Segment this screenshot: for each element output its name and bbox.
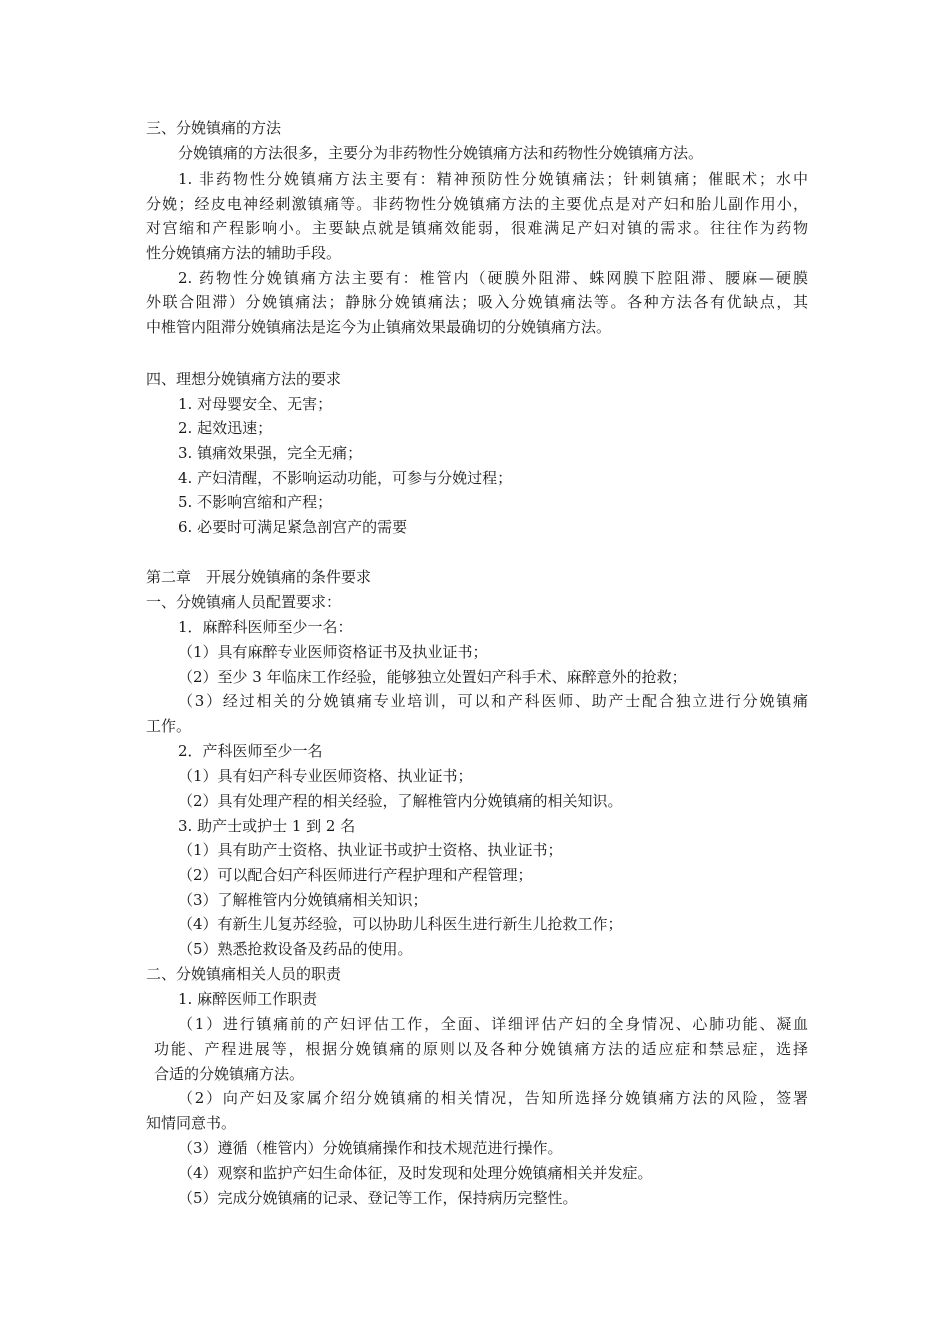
list-item: （3）了解椎管内分娩镇痛相关知识； xyxy=(178,891,428,909)
list-item: （2）至少 3 年临床工作经验，能够独立处置妇产科手术、麻醉意外的抢救； xyxy=(178,668,687,686)
paragraph-line: （2）向产妇及家属介绍分娩镇痛的相关情况，告知所选择分娩镇痛方法的风险，签署 xyxy=(178,1089,808,1107)
list-item: 1. 对母婴安全、无害； xyxy=(178,395,333,413)
section-heading: 二、分娩镇痛相关人员的职责 xyxy=(146,965,342,983)
list-item: （3）遵循（椎管内）分娩镇痛操作和技术规范进行操作。 xyxy=(178,1139,563,1157)
list-item: （5）完成分娩镇痛的记录、登记等工作，保持病历完整性。 xyxy=(178,1189,578,1207)
subsection-title: 1．麻醉科医师至少一名： xyxy=(178,618,353,636)
list-item: （3）经过相关的分娩镇痛专业培训，可以和产科医师、助产士配合独立进行分娩镇痛 xyxy=(178,692,808,710)
list-item: 5. 不影响宫缩和产程； xyxy=(178,493,333,511)
paragraph-line: 外联合阻滞）分娩镇痛法；静脉分娩镇痛法；吸入分娩镇痛法等。各种方法各有优缺点，其 xyxy=(146,293,808,311)
section-heading-3: 三、分娩镇痛的方法 xyxy=(146,119,282,137)
section-heading: 一、分娩镇痛人员配置要求： xyxy=(146,593,342,611)
list-item: 2. 起效迅速； xyxy=(178,419,273,437)
list-item: （4）观察和监护产妇生命体征，及时发现和处理分娩镇痛相关并发症。 xyxy=(178,1164,653,1182)
paragraph-line: （1）进行镇痛前的产妇评估工作，全面、详细评估产妇的全身情况、心肺功能、凝血 xyxy=(178,1015,808,1033)
list-item: 3. 镇痛效果强，完全无痛； xyxy=(178,444,363,462)
paragraph-line: 功能、产程进展等，根据分娩镇痛的原则以及各种分娩镇痛方法的适应症和禁忌症，选择 xyxy=(154,1040,808,1058)
paragraph-line: 分娩；经皮电神经刺激镇痛等。非药物性分娩镇痛方法的主要优点是对产妇和胎儿副作用小， xyxy=(146,195,808,213)
list-item: （4）有新生儿复苏经验，可以协助儿科医生进行新生儿抢救工作； xyxy=(178,915,623,933)
paragraph-line: 知情同意书。 xyxy=(146,1114,237,1132)
list-item: 工作。 xyxy=(146,717,192,735)
list-item: （2）可以配合妇产科医师进行产程护理和产程管理； xyxy=(178,866,533,884)
paragraph-line: 2. 药物性分娩镇痛方法主要有：椎管内（硬膜外阻滞、蛛网膜下腔阻滞、腰麻—硬膜 xyxy=(178,269,808,287)
list-item: 4. 产妇清醒，不影响运动功能，可参与分娩过程； xyxy=(178,469,513,487)
subsection-title: 1. 麻醉医师工作职责 xyxy=(178,990,318,1008)
paragraph-line: 性分娩镇痛方法的辅助手段。 xyxy=(146,244,342,262)
subsection-title: 3. 助产士或护士 1 到 2 名 xyxy=(178,817,356,835)
paragraph-line: 中椎管内阻滞分娩镇痛法是迄今为止镇痛效果最确切的分娩镇痛方法。 xyxy=(146,318,612,336)
list-item: （1）具有妇产科专业医师资格、执业证书； xyxy=(178,767,473,785)
list-item: （1）具有助产士资格、执业证书或护士资格、执业证书； xyxy=(178,841,563,859)
section-heading-4: 四、理想分娩镇痛方法的要求 xyxy=(146,370,342,388)
list-item: （2）具有处理产程的相关经验，了解椎管内分娩镇痛的相关知识。 xyxy=(178,792,623,810)
list-item: 6. 必要时可满足紧急剖宫产的需要 xyxy=(178,518,408,536)
paragraph-line: 对宫缩和产程影响小。主要缺点就是镇痛效能弱，很难满足产妇对镇的需求。往往作为药物 xyxy=(146,219,808,237)
paragraph-line: 合适的分娩镇痛方法。 xyxy=(154,1065,305,1083)
paragraph-line: 1. 非药物性分娩镇痛方法主要有：精神预防性分娩镇痛法；针刺镇痛；催眠术；水中 xyxy=(178,170,808,188)
subsection-title: 2．产科医师至少一名 xyxy=(178,742,323,760)
paragraph-intro: 分娩镇痛的方法很多，主要分为非药物性分娩镇痛方法和药物性分娩镇痛方法。 xyxy=(178,144,704,162)
chapter-title: 第二章 开展分娩镇痛的条件要求 xyxy=(146,568,372,586)
list-item: （1）具有麻醉专业医师资格证书及执业证书； xyxy=(178,643,488,661)
list-item: （5）熟悉抢救设备及药品的使用。 xyxy=(178,940,413,958)
